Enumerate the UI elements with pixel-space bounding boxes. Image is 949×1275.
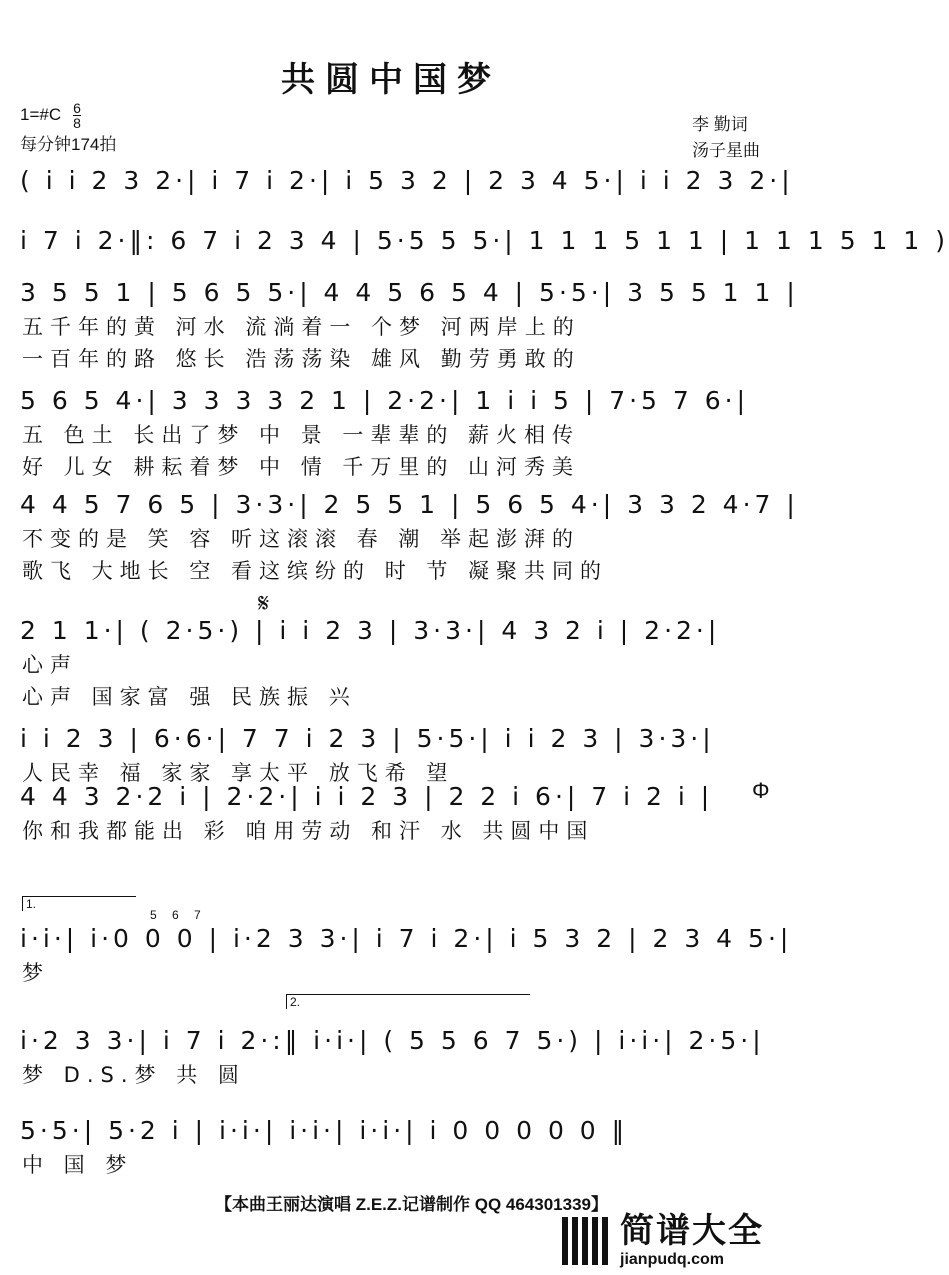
brand-url: jianpudq.com: [620, 1251, 724, 1268]
score-row: [20, 484, 799, 586]
score-row: [20, 1110, 762, 1180]
score-row: [20, 918, 793, 988]
key-signature: [20, 100, 116, 130]
key-text: 1=#C: [20, 105, 62, 124]
notation-line: ( i i 2 3 2·| i 7 i 2·| i 5 3 2 | 2 3 4 5·| i i 2 3 2·|: [20, 165, 794, 195]
score-row: [20, 776, 762, 846]
notation-line: 5·5·| 5·2 i | i·i·| i·i·| i·i·| i 0 0 0 0 0 ‖: [20, 1115, 629, 1145]
brand-title: 简谱大全: [620, 1212, 764, 1250]
volta-2-label: 2.: [290, 995, 301, 1009]
time-top: 6: [73, 99, 81, 116]
time-signature: [73, 101, 81, 130]
lyric-line: 一百年的路 悠长 浩荡荡染 雄风 勤劳勇敢的: [22, 347, 581, 371]
brand-text: [620, 1214, 764, 1268]
notation-line: 2 1 1·| ( 2·5·) | i i 2 3 | 3·3·| 4 3 2 i | 2·2·|: [20, 615, 721, 645]
lyric-line: 心声: [22, 653, 78, 677]
notation-line: 4 4 5 7 6 5 | 3·3·| 2 5 5 1 | 5 6 5 4·| 3 3 2 4·7 |: [20, 489, 799, 519]
notation-line: 5 6 5 4·| 3 3 3 3 2 1 | 2·2·| 1 i i 5 | 7·5 7 6·|: [20, 385, 750, 415]
score-row: [20, 380, 762, 482]
meta-left: [20, 100, 116, 160]
segno-icon: 𝄋: [258, 588, 270, 618]
score-row: [20, 610, 762, 712]
notation-line: i·2 3 3·| i 7 i 2·:‖ i·i·| ( 5 5 6 7 5·) | i·i·| 2·5·|: [20, 1025, 765, 1055]
volta-2: [286, 994, 530, 1009]
lyric-line: 心声 国家富 强 民族振 兴: [22, 685, 357, 709]
lyric-line: 五 色土 长出了梦 中 景 一辈辈的 薪火相传: [22, 423, 581, 447]
score-row: [20, 1020, 765, 1090]
score-row: [20, 160, 794, 200]
lyric-line: 人民幸 福 家家 享太平 放飞希 望: [22, 761, 455, 785]
brand-logo: [560, 1210, 782, 1272]
notation-line: i i 2 3 | 6·6·| 7 7 i 2 3 | 5·5·| i i 2 3 | 3·3·|: [20, 723, 715, 753]
lyric-line: 梦 D.S.梦 共 圆: [22, 1063, 246, 1087]
song-title: 共圆中国梦: [281, 60, 501, 100]
lyric-line: 不变的是 笑 容 听这滚滚 春 潮 举起澎湃的: [22, 527, 581, 551]
piano-icon: [560, 1217, 612, 1265]
notation-line: 4 4 3 2·2 i | 2·2·| i i 2 3 | 2 2 i 6·| 7 i 2 i |: [20, 781, 714, 811]
lyric-line: 中 国 梦: [22, 1153, 134, 1177]
lyric-line: 梦: [22, 961, 50, 985]
volta-1: [22, 896, 136, 911]
score-row: [20, 272, 799, 374]
volta-1-label: 1.: [26, 897, 37, 911]
time-bottom: 8: [73, 114, 81, 131]
meta-right: [692, 112, 760, 164]
notation-line: i·i·| i·0 0 0 | i·2 3 3·| i 7 i 2·| i 5 3 2 | 2 3 4 5·|: [20, 923, 793, 953]
grace-notes: 5 6 7: [150, 908, 207, 922]
coda-icon: Φ: [752, 778, 770, 803]
tempo-text: 每分钟174拍: [20, 135, 117, 154]
credit-line: 【本曲王丽达演唱 Z.E.Z.记谱制作 QQ 464301339】: [215, 1195, 608, 1214]
lyric-line: 五千年的黄 河水 流淌着一 个梦 河两岸上的: [22, 315, 581, 339]
lyric-line: 好 儿女 耕耘着梦 中 情 千万里的 山河秀美: [22, 455, 581, 479]
lyric-line: 歌飞 大地长 空 看这缤纷的 时 节 凝聚共同的: [22, 559, 609, 583]
lyric-line: 你和我都能出 彩 咱用劳动 和汗 水 共圆中国: [22, 819, 595, 843]
notation-line: i 7 i 2·‖: 6 7 i 2 3 4 | 5·5 5 5·| 1 1 1 5 1 1 | 1 1 1 5 1 1 ): [20, 225, 949, 255]
score-row: [20, 220, 949, 260]
lyricist-text: 李 勤词: [692, 115, 748, 134]
notation-line: 3 5 5 1 | 5 6 5 5·| 4 4 5 6 5 4 | 5·5·| 3 5 5 1 1 |: [20, 277, 799, 307]
composer-text: 汤子星曲: [692, 141, 760, 160]
